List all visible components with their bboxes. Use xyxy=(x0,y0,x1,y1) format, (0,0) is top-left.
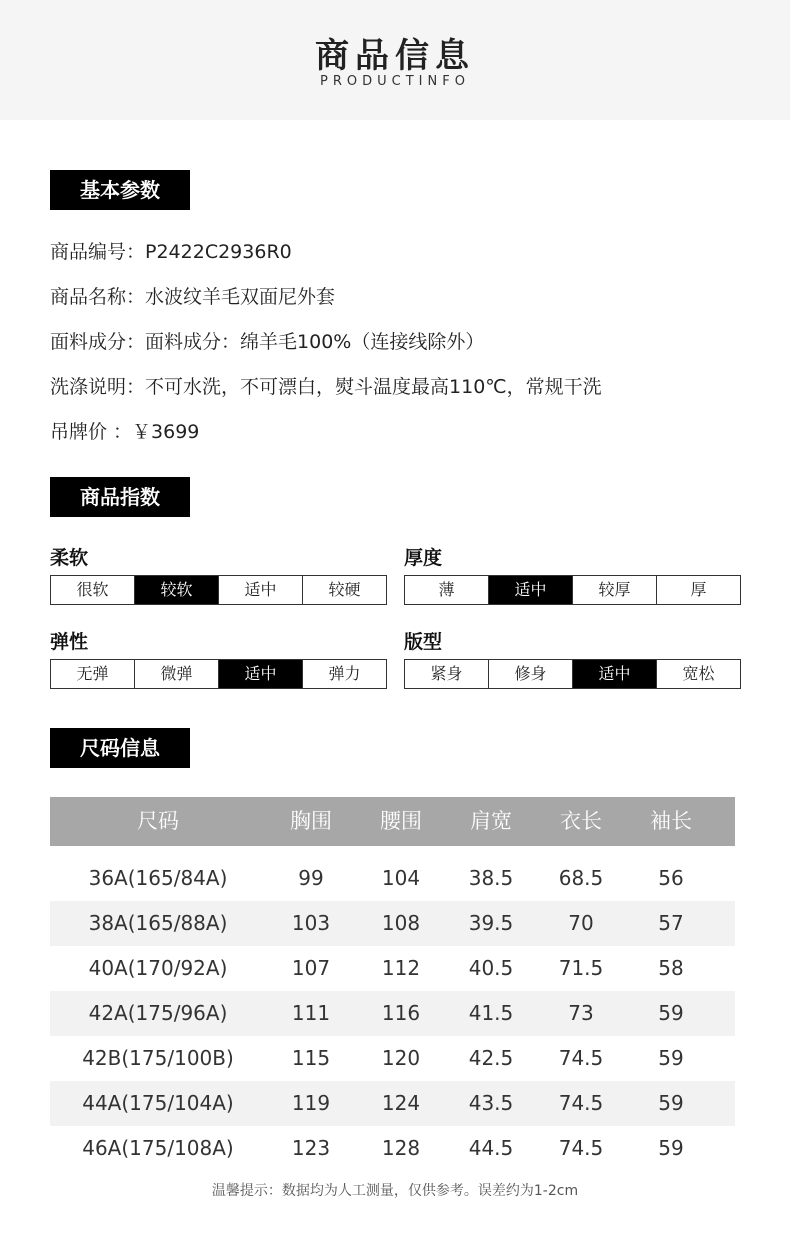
scale-option: 微弹 xyxy=(135,660,219,688)
column-header: 袖长 xyxy=(650,809,692,833)
size-table-body xyxy=(50,856,735,1171)
scale-fit xyxy=(404,659,741,689)
scale-option: 弹力 xyxy=(303,660,386,688)
table-cell: 124 xyxy=(381,1091,421,1115)
scale-option: 薄 xyxy=(405,576,489,604)
table-cell: 111 xyxy=(291,1001,331,1025)
table-cell: 123 xyxy=(291,1136,331,1160)
section-title-size: 尺码信息 xyxy=(50,728,190,768)
table-cell: 40.5 xyxy=(468,956,514,980)
scale-elasticity xyxy=(50,659,387,689)
param-row-price xyxy=(50,417,199,444)
page-header xyxy=(0,0,790,120)
table-cell: 115 xyxy=(291,1046,331,1070)
table-cell: 40A(170/92A) xyxy=(88,956,228,980)
size-table-header xyxy=(50,797,735,846)
index-name-fit: 版型 xyxy=(404,631,443,653)
section-title-basic: 基本参数 xyxy=(50,170,190,210)
column-header: 胸围 xyxy=(290,809,332,833)
page-title: 商品信息 xyxy=(315,36,475,76)
scale-thickness xyxy=(404,575,741,605)
column-header: 尺码 xyxy=(137,809,179,833)
table-cell: 59 xyxy=(658,1046,684,1070)
table-cell: 74.5 xyxy=(558,1091,604,1115)
table-cell: 36A(165/84A) xyxy=(88,866,228,890)
table-cell: 104 xyxy=(381,866,421,890)
index-name-thickness: 厚度 xyxy=(404,547,443,569)
param-row-name xyxy=(50,282,335,309)
table-cell: 112 xyxy=(381,956,421,980)
table-cell: 103 xyxy=(291,911,331,935)
scale-option: 较厚 xyxy=(573,576,657,604)
table-cell: 58 xyxy=(658,956,684,980)
table-row xyxy=(50,856,735,901)
param-label: 商品名称： xyxy=(50,286,146,308)
scale-softness xyxy=(50,575,387,605)
table-cell: 128 xyxy=(381,1136,421,1160)
table-cell: 44.5 xyxy=(468,1136,514,1160)
table-cell: 99 xyxy=(298,866,324,890)
measurement-tip: 温馨提示：数据均为人工测量，仅供参考。误差约为1-2cm xyxy=(211,1183,579,1199)
scale-option: 适中 xyxy=(573,660,657,688)
table-cell: 73 xyxy=(568,1001,594,1025)
scale-option: 适中 xyxy=(489,576,573,604)
table-cell: 44A(175/104A) xyxy=(82,1091,234,1115)
param-row-code xyxy=(50,237,292,264)
table-cell: 120 xyxy=(381,1046,421,1070)
table-row xyxy=(50,991,735,1036)
section-title-index: 商品指数 xyxy=(50,477,190,517)
table-cell: 74.5 xyxy=(558,1046,604,1070)
param-value: 水波纹羊毛双面尼外套 xyxy=(145,286,336,308)
size-table xyxy=(50,797,735,1171)
table-cell: 39.5 xyxy=(468,911,514,935)
table-cell: 56 xyxy=(658,866,684,890)
scale-option: 适中 xyxy=(219,576,303,604)
table-cell: 38A(165/88A) xyxy=(88,911,228,935)
table-cell: 42.5 xyxy=(468,1046,514,1070)
table-cell: 108 xyxy=(381,911,421,935)
scale-option: 无弹 xyxy=(51,660,135,688)
table-row xyxy=(50,901,735,946)
scale-option: 较软 xyxy=(135,576,219,604)
scale-option: 较硬 xyxy=(303,576,386,604)
param-row-material xyxy=(50,327,484,354)
table-cell: 42A(175/96A) xyxy=(88,1001,228,1025)
param-value: 不可水洗，不可漂白，熨斗温度最高110℃，常规干洗 xyxy=(145,376,602,398)
table-cell: 116 xyxy=(381,1001,421,1025)
table-cell: 107 xyxy=(291,956,331,980)
index-name-elasticity: 弹性 xyxy=(50,631,89,653)
table-row xyxy=(50,946,735,991)
table-cell: 57 xyxy=(658,911,684,935)
param-label: 商品编号： xyxy=(50,241,146,263)
param-value: 面料成分：绵羊毛100%（连接线除外） xyxy=(145,331,485,353)
column-header: 衣长 xyxy=(560,809,602,833)
table-cell: 68.5 xyxy=(558,866,604,890)
param-label: 洗涤说明： xyxy=(50,376,146,398)
table-cell: 41.5 xyxy=(468,1001,514,1025)
param-row-washing xyxy=(50,372,602,399)
scale-option: 很软 xyxy=(51,576,135,604)
param-label: 面料成分： xyxy=(50,331,146,353)
table-row xyxy=(50,1126,735,1171)
table-cell: 119 xyxy=(291,1091,331,1115)
param-label: 吊牌价 ： xyxy=(50,421,133,443)
table-cell: 59 xyxy=(658,1091,684,1115)
page-subtitle: PRODUCTINFO xyxy=(320,74,470,89)
param-value: P2422C2936R0 xyxy=(145,241,292,263)
column-header: 腰围 xyxy=(380,809,422,833)
table-cell: 59 xyxy=(658,1136,684,1160)
scale-option: 紧身 xyxy=(405,660,489,688)
table-cell: 59 xyxy=(658,1001,684,1025)
table-cell: 43.5 xyxy=(468,1091,514,1115)
column-header: 肩宽 xyxy=(470,809,512,833)
table-cell: 71.5 xyxy=(558,956,604,980)
scale-option: 宽松 xyxy=(657,660,740,688)
table-cell: 42B(175/100B) xyxy=(82,1046,234,1070)
table-cell: 74.5 xyxy=(558,1136,604,1160)
scale-option: 修身 xyxy=(489,660,573,688)
param-value: ￥3699 xyxy=(132,421,200,443)
table-row xyxy=(50,1036,735,1081)
table-row xyxy=(50,1081,735,1126)
index-name-softness: 柔软 xyxy=(50,547,89,569)
table-cell: 70 xyxy=(568,911,594,935)
scale-option: 适中 xyxy=(219,660,303,688)
table-cell: 38.5 xyxy=(468,866,514,890)
table-cell: 46A(175/108A) xyxy=(82,1136,234,1160)
scale-option: 厚 xyxy=(657,576,740,604)
